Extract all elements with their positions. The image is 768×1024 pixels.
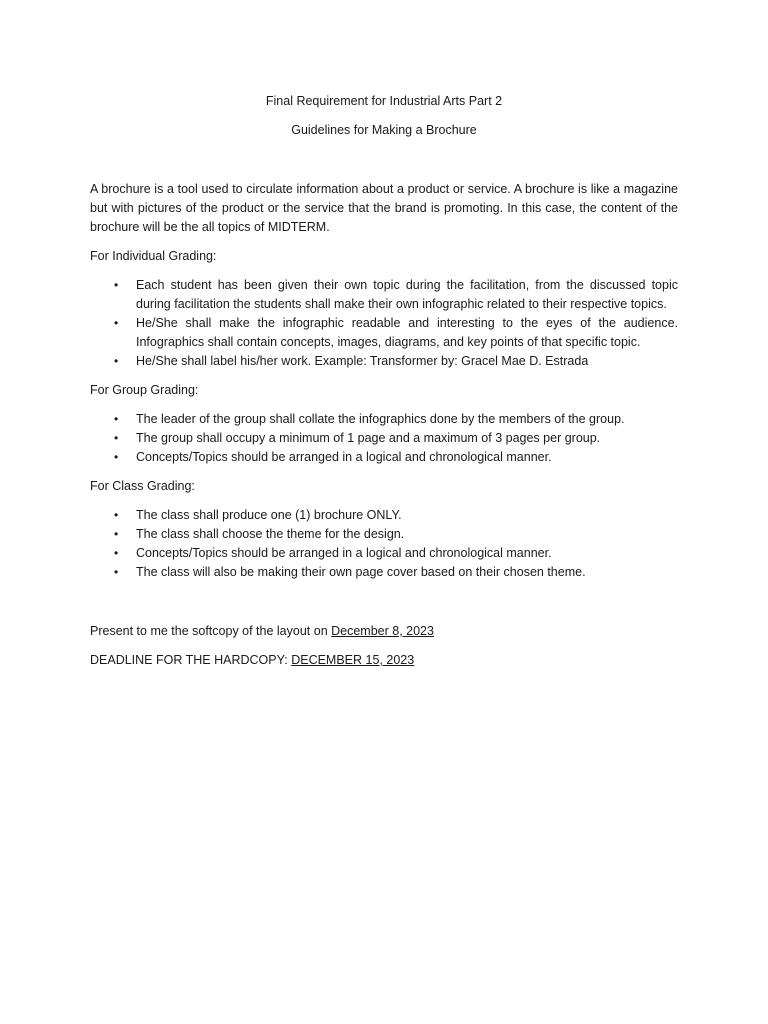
list-item-text: The group shall occupy a minimum of 1 page and a maximum of 3 pages per group. [136, 431, 601, 445]
bullet-icon: • [114, 412, 119, 426]
list-item-text: Concepts/Topics should be arranged in a logical and chronological manner. [136, 450, 552, 464]
list-item-text: The leader of the group shall collate the infographics done by the members of the group. [136, 412, 625, 426]
list-item-text: He/She shall label his/her work. Example: Transformer by: Gracel Mae D. Estrada [136, 354, 589, 368]
list-item [90, 429, 678, 448]
bullet-list-individual [90, 276, 678, 371]
bullet-list-class [90, 506, 678, 582]
bullet-icon: • [114, 354, 119, 368]
hardcopy-label: DEADLINE FOR THE HARDCOPY: [90, 653, 292, 667]
list-item [90, 276, 678, 314]
list-item [90, 314, 678, 352]
list-item [90, 563, 678, 582]
list-item-text: The class will also be making their own page cover based on their chosen theme. [136, 565, 586, 579]
bullet-icon: • [114, 508, 119, 522]
list-item [90, 506, 678, 525]
bullet-icon: • [114, 565, 119, 579]
list-item [90, 352, 678, 371]
document-title: Final Requirement for Industrial Arts Part 2 [265, 94, 503, 108]
softcopy-label: Present to me the softcopy of the layout on [90, 624, 332, 638]
document-subtitle: Guidelines for Making a Brochure [291, 123, 477, 137]
softcopy-date: December 8, 2023 [331, 624, 434, 638]
bullet-icon: • [114, 450, 119, 464]
hardcopy-line [90, 651, 678, 670]
bullet-icon: • [114, 527, 119, 541]
softcopy-line [90, 622, 678, 641]
list-item-text: He/She shall make the infographic readable and interesting to the eyes of the audience. Infographics shall contain concepts, images, diagrams, and key points of that specific topic. [136, 316, 678, 349]
list-item [90, 410, 678, 429]
list-item-text: Each student has been given their own topic during the facilitation, from the discussed topic during facilitation the students shall make their own infographic related to their respective topics. [136, 278, 678, 311]
list-item-text: The class shall produce one (1) brochure ONLY. [136, 508, 402, 522]
bullet-icon: • [114, 546, 119, 560]
bullet-icon: • [114, 278, 119, 292]
bullet-list-group [90, 410, 678, 467]
document-body [90, 92, 678, 680]
list-item [90, 525, 678, 544]
hardcopy-date: DECEMBER 15, 2023 [291, 653, 415, 667]
list-item-text: Concepts/Topics should be arranged in a logical and chronological manner. [136, 546, 552, 560]
spacer [90, 592, 678, 622]
section-heading-individual: For Individual Grading: [90, 249, 217, 263]
list-item [90, 544, 678, 563]
list-item [90, 448, 678, 467]
section-heading-class: For Class Grading: [90, 479, 195, 493]
intro-paragraph: A brochure is a tool used to circulate information about a product or service. A brochure is like a magazine but with pictures of the product or the service that the brand is promoting. In this case, the content of the brochure will be the all topics of MIDTERM. [90, 182, 678, 234]
section-heading-group: For Group Grading: [90, 383, 199, 397]
bullet-icon: • [114, 431, 119, 445]
bullet-icon: • [114, 316, 119, 330]
list-item-text: The class shall choose the theme for the design. [136, 527, 405, 541]
